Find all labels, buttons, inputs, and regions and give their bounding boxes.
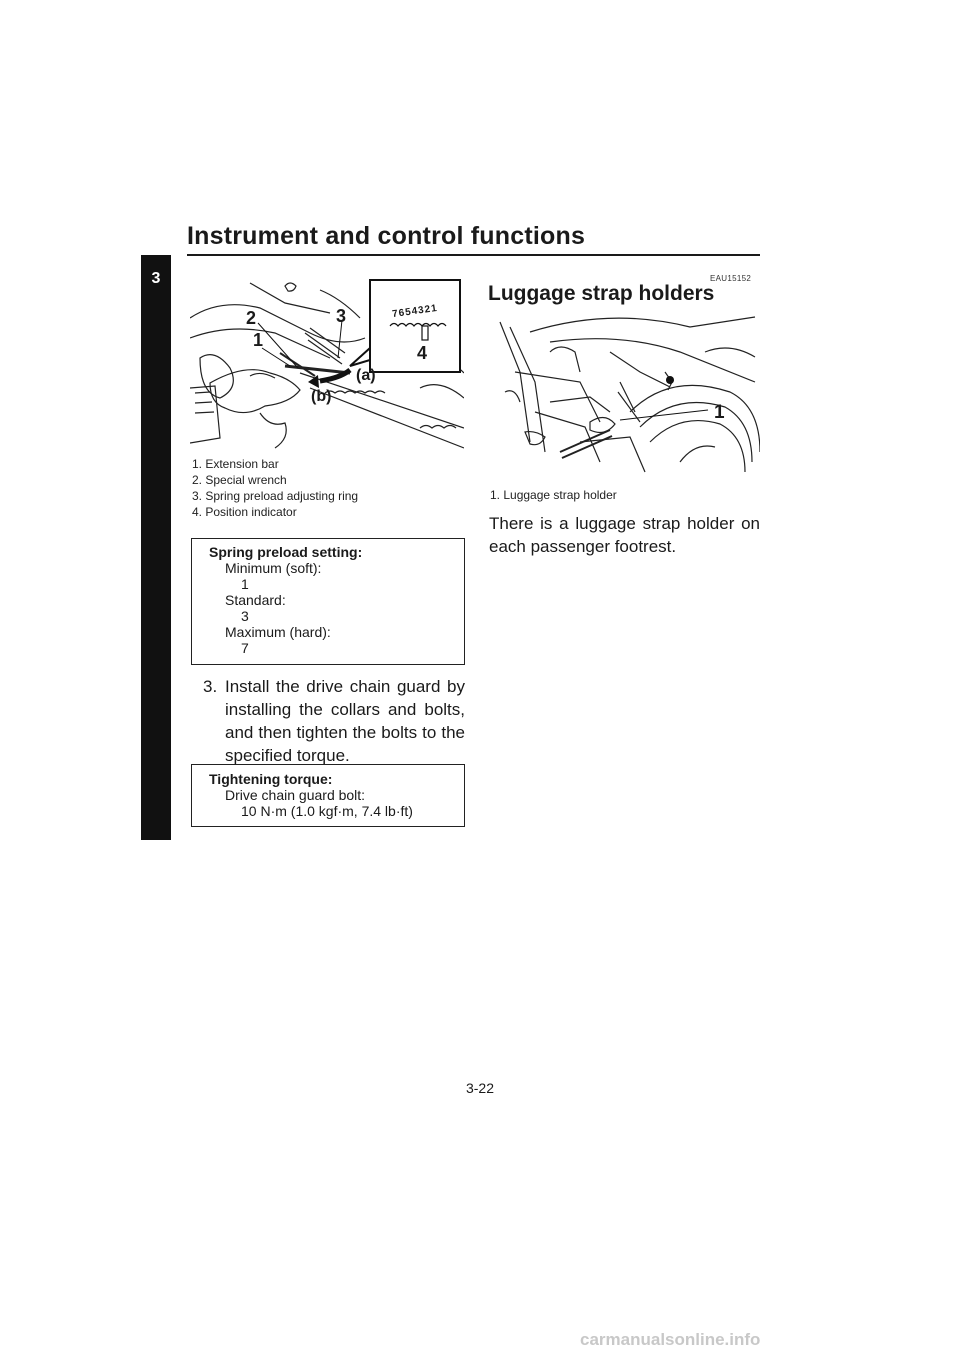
step-text: Install the drive chain guard by installing the collars and bolts, and then tighten the bolts to the specified torque. [225,677,465,765]
section-code: EAU15152 [710,274,752,283]
header-rule [187,254,760,256]
figure-luggage-strap-holder [490,312,760,482]
torque-box-title: Tightening torque: [209,771,333,787]
caption-item: 1. Extension bar [192,457,279,471]
caption-item: 2. Special wrench [192,473,287,487]
callout-3: 3 [336,306,347,326]
spring-box-line: 7 [241,640,249,656]
page-header-title: Instrument and control functions [187,222,586,250]
page-number: 3-22 [465,1080,495,1096]
callout-2: 2 [246,308,257,328]
figure1-caption [192,456,358,520]
spring-box-line: 1 [241,576,249,592]
luggage-callout-1: 1 [714,402,725,423]
callout-b: (b) [311,388,332,405]
spring-box-line: Standard: [225,592,286,608]
spring-box-line: 3 [241,608,249,624]
caption-item: 3. Spring preload adjusting ring [192,489,359,503]
spring-box-line: Minimum (soft): [225,560,322,576]
chapter-tab [141,255,171,840]
callout-1: 1 [253,330,264,350]
watermark: carmanualsonline.info [580,1330,761,1349]
figure-preload-adjustment [190,278,464,453]
spring-box-title: Spring preload setting: [209,544,363,560]
scale-numbers: 7654321 [391,302,439,321]
callout-4: 4 [417,343,428,363]
torque-box-line: Drive chain guard bolt: [225,787,366,803]
chapter-number: 3 [151,270,161,287]
torque-box-line: 10 N·m (1.0 kgf·m, 7.4 lb·ft) [241,803,413,819]
step-number: 3. [203,677,218,696]
luggage-caption: 1. Luggage strap holder [490,488,617,502]
spring-preload-box [191,538,465,665]
tightening-torque-box [191,764,465,827]
callout-a: (a) [356,367,376,384]
luggage-body-text: There is a luggage strap holder on each passenger footrest. [489,514,760,556]
spring-box-line: Maximum (hard): [225,624,331,640]
section-heading: Luggage strap holders [488,282,715,305]
caption-item: 4. Position indicator [192,505,297,519]
